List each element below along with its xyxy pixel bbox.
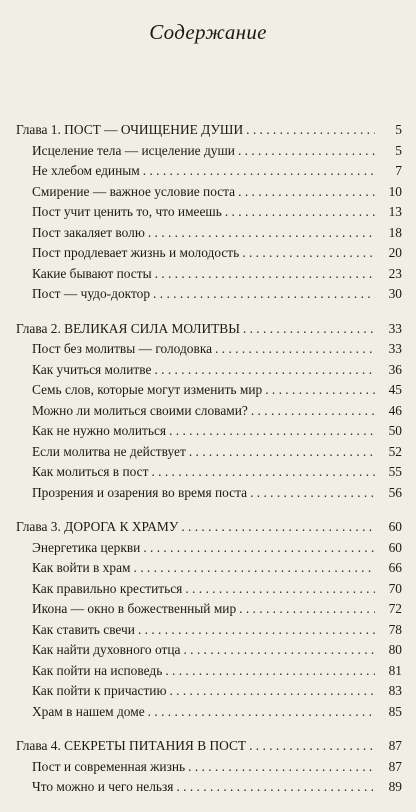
entry-title: Пост без молитвы — голодовка: [32, 341, 213, 356]
dot-leader: [151, 462, 375, 483]
entry-title: Глава 3. ДОРОГА К ХРАМУ: [16, 519, 179, 534]
dot-leader: [246, 120, 375, 141]
page-number: 5: [395, 122, 402, 137]
dot-leader: [251, 401, 375, 422]
entry-title: Как учиться молитве: [32, 361, 152, 377]
dot-leader: [153, 284, 375, 305]
chapter-section: [0, 736, 416, 798]
dot-leader: [148, 223, 375, 244]
entry-title: Исцеление тела — исцеление души: [32, 142, 235, 158]
chapter-heading: [0, 319, 416, 340]
page-number: 87: [388, 738, 402, 753]
toc-entry: [0, 483, 416, 504]
toc-entry: [0, 202, 416, 223]
entry-title: Какие бывают посты: [32, 265, 152, 281]
dot-leader: [265, 380, 375, 401]
page-number: 60: [388, 519, 402, 534]
dot-leader: [155, 264, 375, 285]
chapter-section: [0, 517, 416, 722]
page-number: 81: [388, 662, 402, 678]
dot-leader: [215, 339, 375, 360]
toc-entry: [0, 757, 416, 778]
toc-entry: [0, 182, 416, 203]
toc-entry: [0, 558, 416, 579]
entry-title: Смирение — важное условие поста: [32, 183, 236, 199]
entry-title: Глава 1. ПОСТ — ОЧИЩЕНИЕ ДУШИ: [16, 122, 244, 137]
dot-leader: [169, 421, 375, 442]
toc-entry: [0, 681, 416, 702]
page-number: 50: [388, 423, 402, 438]
entry-title: Что можно и чего нельзя: [32, 779, 174, 794]
page-number: 80: [388, 642, 402, 657]
dot-leader: [189, 442, 375, 463]
chapter-heading: [0, 736, 416, 757]
chapter-heading: [0, 120, 416, 141]
entry-title: Прозрения и озарения во время поста: [32, 484, 248, 500]
entry-title: Семь слов, которые могут изменить мир: [32, 382, 263, 397]
entry-title: Пост закаляет волю: [32, 224, 145, 240]
entry-title: Если молитва не действует: [32, 443, 186, 459]
toc-entry: [0, 339, 416, 360]
toc-entry: [0, 661, 416, 682]
dot-leader: [148, 702, 375, 723]
toc-entry: [0, 161, 416, 182]
entry-title: Можно ли молиться своими словами?: [32, 402, 248, 418]
dot-leader: [143, 161, 375, 182]
dot-leader: [138, 620, 375, 641]
page-number: 55: [388, 464, 402, 479]
entry-title: Как молиться в пост: [32, 464, 149, 479]
entry-title: Как пойти на исповедь: [32, 662, 163, 678]
page-number: 33: [388, 341, 402, 356]
dot-leader: [181, 517, 375, 538]
dot-leader: [242, 243, 375, 264]
toc-entry: [0, 579, 416, 600]
page-number: 52: [388, 443, 402, 459]
toc-entry: [0, 243, 416, 264]
page-number: 5: [395, 142, 402, 158]
toc-entry: [0, 702, 416, 723]
entry-title: Пост — чудо-доктор: [32, 286, 151, 301]
toc-entry: [0, 421, 416, 442]
page-number: 36: [388, 361, 402, 377]
dot-leader: [238, 182, 375, 203]
table-of-contents: [0, 120, 416, 812]
dot-leader: [250, 483, 375, 504]
page-number: 78: [388, 621, 402, 637]
page-number: 89: [388, 779, 402, 794]
entry-title: Энергетика церкви: [32, 539, 141, 555]
dot-leader: [225, 202, 375, 223]
dot-leader: [188, 757, 375, 778]
entry-title: Как войти в храм: [32, 560, 131, 575]
entry-title: Пост учит ценить то, что имеешь: [32, 204, 222, 219]
dot-leader: [249, 736, 375, 757]
dot-leader: [154, 360, 375, 381]
entry-title: Икона — окно в божественный мир: [32, 601, 237, 616]
toc-entry: [0, 401, 416, 422]
toc-entry: [0, 442, 416, 463]
entry-title: Не хлебом единым: [32, 163, 140, 178]
toc-entry: [0, 284, 416, 305]
page-number: 13: [388, 204, 402, 219]
page-number: 20: [388, 245, 402, 260]
page-number: 56: [388, 484, 402, 500]
chapter-section: [0, 319, 416, 504]
toc-entry: [0, 141, 416, 162]
entry-title: Как не нужно молиться: [32, 423, 167, 438]
entry-title: Глава 2. ВЕЛИКАЯ СИЛА МОЛИТВЫ: [16, 320, 240, 336]
page-number: 60: [388, 539, 402, 555]
page-number: 10: [388, 183, 402, 199]
page-number: 72: [388, 601, 402, 616]
entry-title: Храм в нашем доме: [32, 703, 145, 719]
dot-leader: [183, 640, 375, 661]
page-title: Содержание: [149, 20, 267, 44]
entry-title: Как пойти к причастию: [32, 683, 167, 698]
entry-title: Как правильно креститься: [32, 580, 183, 596]
toc-entry: [0, 223, 416, 244]
dot-leader: [238, 141, 375, 162]
toc-entry: [0, 380, 416, 401]
chapter-heading: [0, 517, 416, 538]
chapter-section: [0, 120, 416, 305]
entry-title: Глава 4. СЕКРЕТЫ ПИТАНИЯ В ПОСТ: [16, 738, 247, 753]
page-number: 85: [388, 703, 402, 719]
page-number: 23: [388, 265, 402, 281]
page-number: 7: [395, 163, 402, 178]
entry-title: Пост и современная жизнь: [32, 758, 186, 774]
toc-entry: [0, 360, 416, 381]
dot-leader: [243, 319, 375, 340]
toc-entry: [0, 620, 416, 641]
dot-leader: [143, 538, 375, 559]
dot-leader: [169, 681, 375, 702]
page-number: 66: [388, 560, 402, 575]
page-number: 33: [388, 320, 402, 336]
page-number: 87: [388, 758, 402, 774]
page-number: 30: [388, 286, 402, 301]
toc-entry: [0, 538, 416, 559]
entry-title: Как ставить свечи: [32, 621, 135, 637]
dot-leader: [176, 777, 375, 798]
toc-entry: [0, 640, 416, 661]
dot-leader: [239, 599, 375, 620]
page-number: 83: [388, 683, 402, 698]
page-number: 18: [388, 224, 402, 240]
toc-entry: [0, 599, 416, 620]
entry-title: Пост продлевает жизнь и молодость: [32, 245, 240, 260]
dot-leader: [134, 558, 376, 579]
dot-leader: [165, 661, 375, 682]
toc-entry: [0, 777, 416, 798]
toc-entry: [0, 264, 416, 285]
page-number: 45: [388, 382, 402, 397]
entry-title: Как найти духовного отца: [32, 642, 181, 657]
toc-entry: [0, 462, 416, 483]
page-number: 70: [388, 580, 402, 596]
page-number: 46: [388, 402, 402, 418]
dot-leader: [185, 579, 375, 600]
